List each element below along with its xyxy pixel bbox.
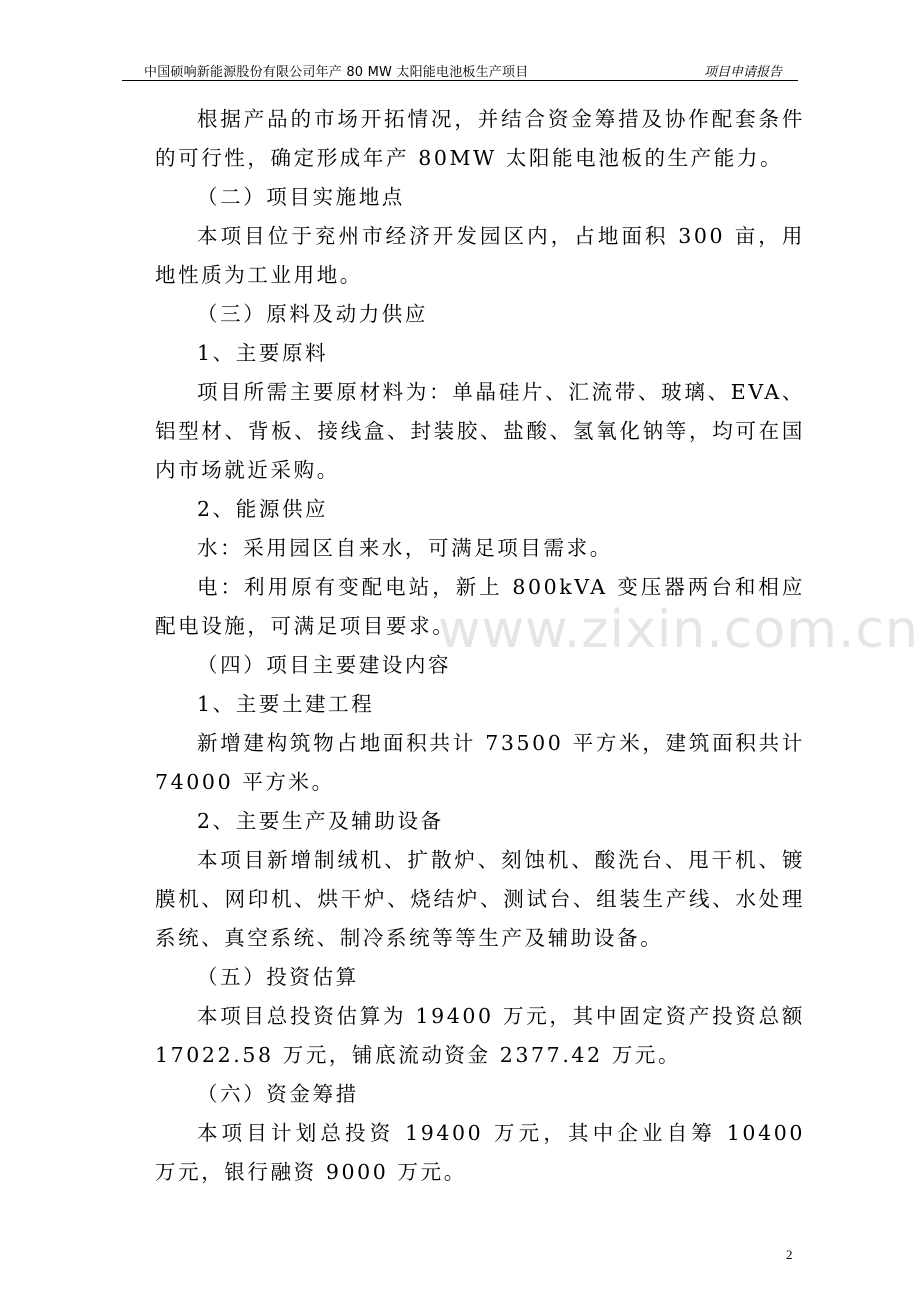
header-document-type: 项目申请报告 xyxy=(703,65,782,80)
subsection-heading: 2、主要生产及辅助设备 xyxy=(197,809,444,833)
paragraph: 电：利用原有变配电站，新上 800kVA 变压器两台和相应配电设施，可满足项目要求。 xyxy=(155,575,805,638)
subsection-heading: 2、能源供应 xyxy=(197,497,329,521)
page-number: 2 xyxy=(786,1247,793,1262)
section-heading: （六）资金筹措 xyxy=(197,1082,359,1106)
page-header xyxy=(122,58,798,81)
paragraph: 本项目计划总投资 19400 万元，其中企业自筹 10400 万元，银行融资 9000 万元。 xyxy=(155,1121,805,1184)
paragraph: 本项目位于兖州市经济开发园区内，占地面积 300 亩，用地性质为工业用地。 xyxy=(155,224,805,287)
paragraph: 本项目新增制绒机、扩散炉、刻蚀机、酸洗台、甩干机、镀膜机、网印机、烘干炉、烧结炉、测试台、组装生产线、水处理系统、真空系统、制冷系统等等生产及辅助设备。 xyxy=(155,848,805,950)
watermark: www.zixin.com.cn xyxy=(438,600,919,660)
section-heading: （四）项目主要建设内容 xyxy=(197,653,452,677)
section-heading: （三）原料及动力供应 xyxy=(197,302,428,326)
paragraph: 水：采用园区自来水，可满足项目需求。 xyxy=(197,536,613,560)
paragraph: 根据产品的市场开拓情况，并结合资金筹措及协作配套条件的可行性，确定形成年产 80MW 太阳能电池板的生产能力。 xyxy=(155,107,805,170)
subsection-heading: 1、主要土建工程 xyxy=(197,692,375,716)
header-project-title: 中国硕响新能源股份有限公司年产 80 MW 太阳能电池板生产项目 xyxy=(144,65,529,80)
subsection-heading: 1、主要原料 xyxy=(197,341,329,365)
paragraph: 新增建构筑物占地面积共计 73500 平方米，建筑面积共计 74000 平方米。 xyxy=(155,731,805,794)
section-heading: （五）投资估算 xyxy=(197,965,359,989)
document-body xyxy=(155,100,805,1192)
paragraph: 项目所需主要原材料为：单晶硅片、汇流带、玻璃、EVA、铝型材、背板、接线盒、封装胶、盐酸、氢氧化钠等，均可在国内市场就近采购。 xyxy=(155,380,805,482)
section-heading: （二）项目实施地点 xyxy=(197,185,405,209)
paragraph: 本项目总投资估算为 19400 万元，其中固定资产投资总额 17022.58 万元，铺底流动资金 2377.42 万元。 xyxy=(155,1004,805,1067)
